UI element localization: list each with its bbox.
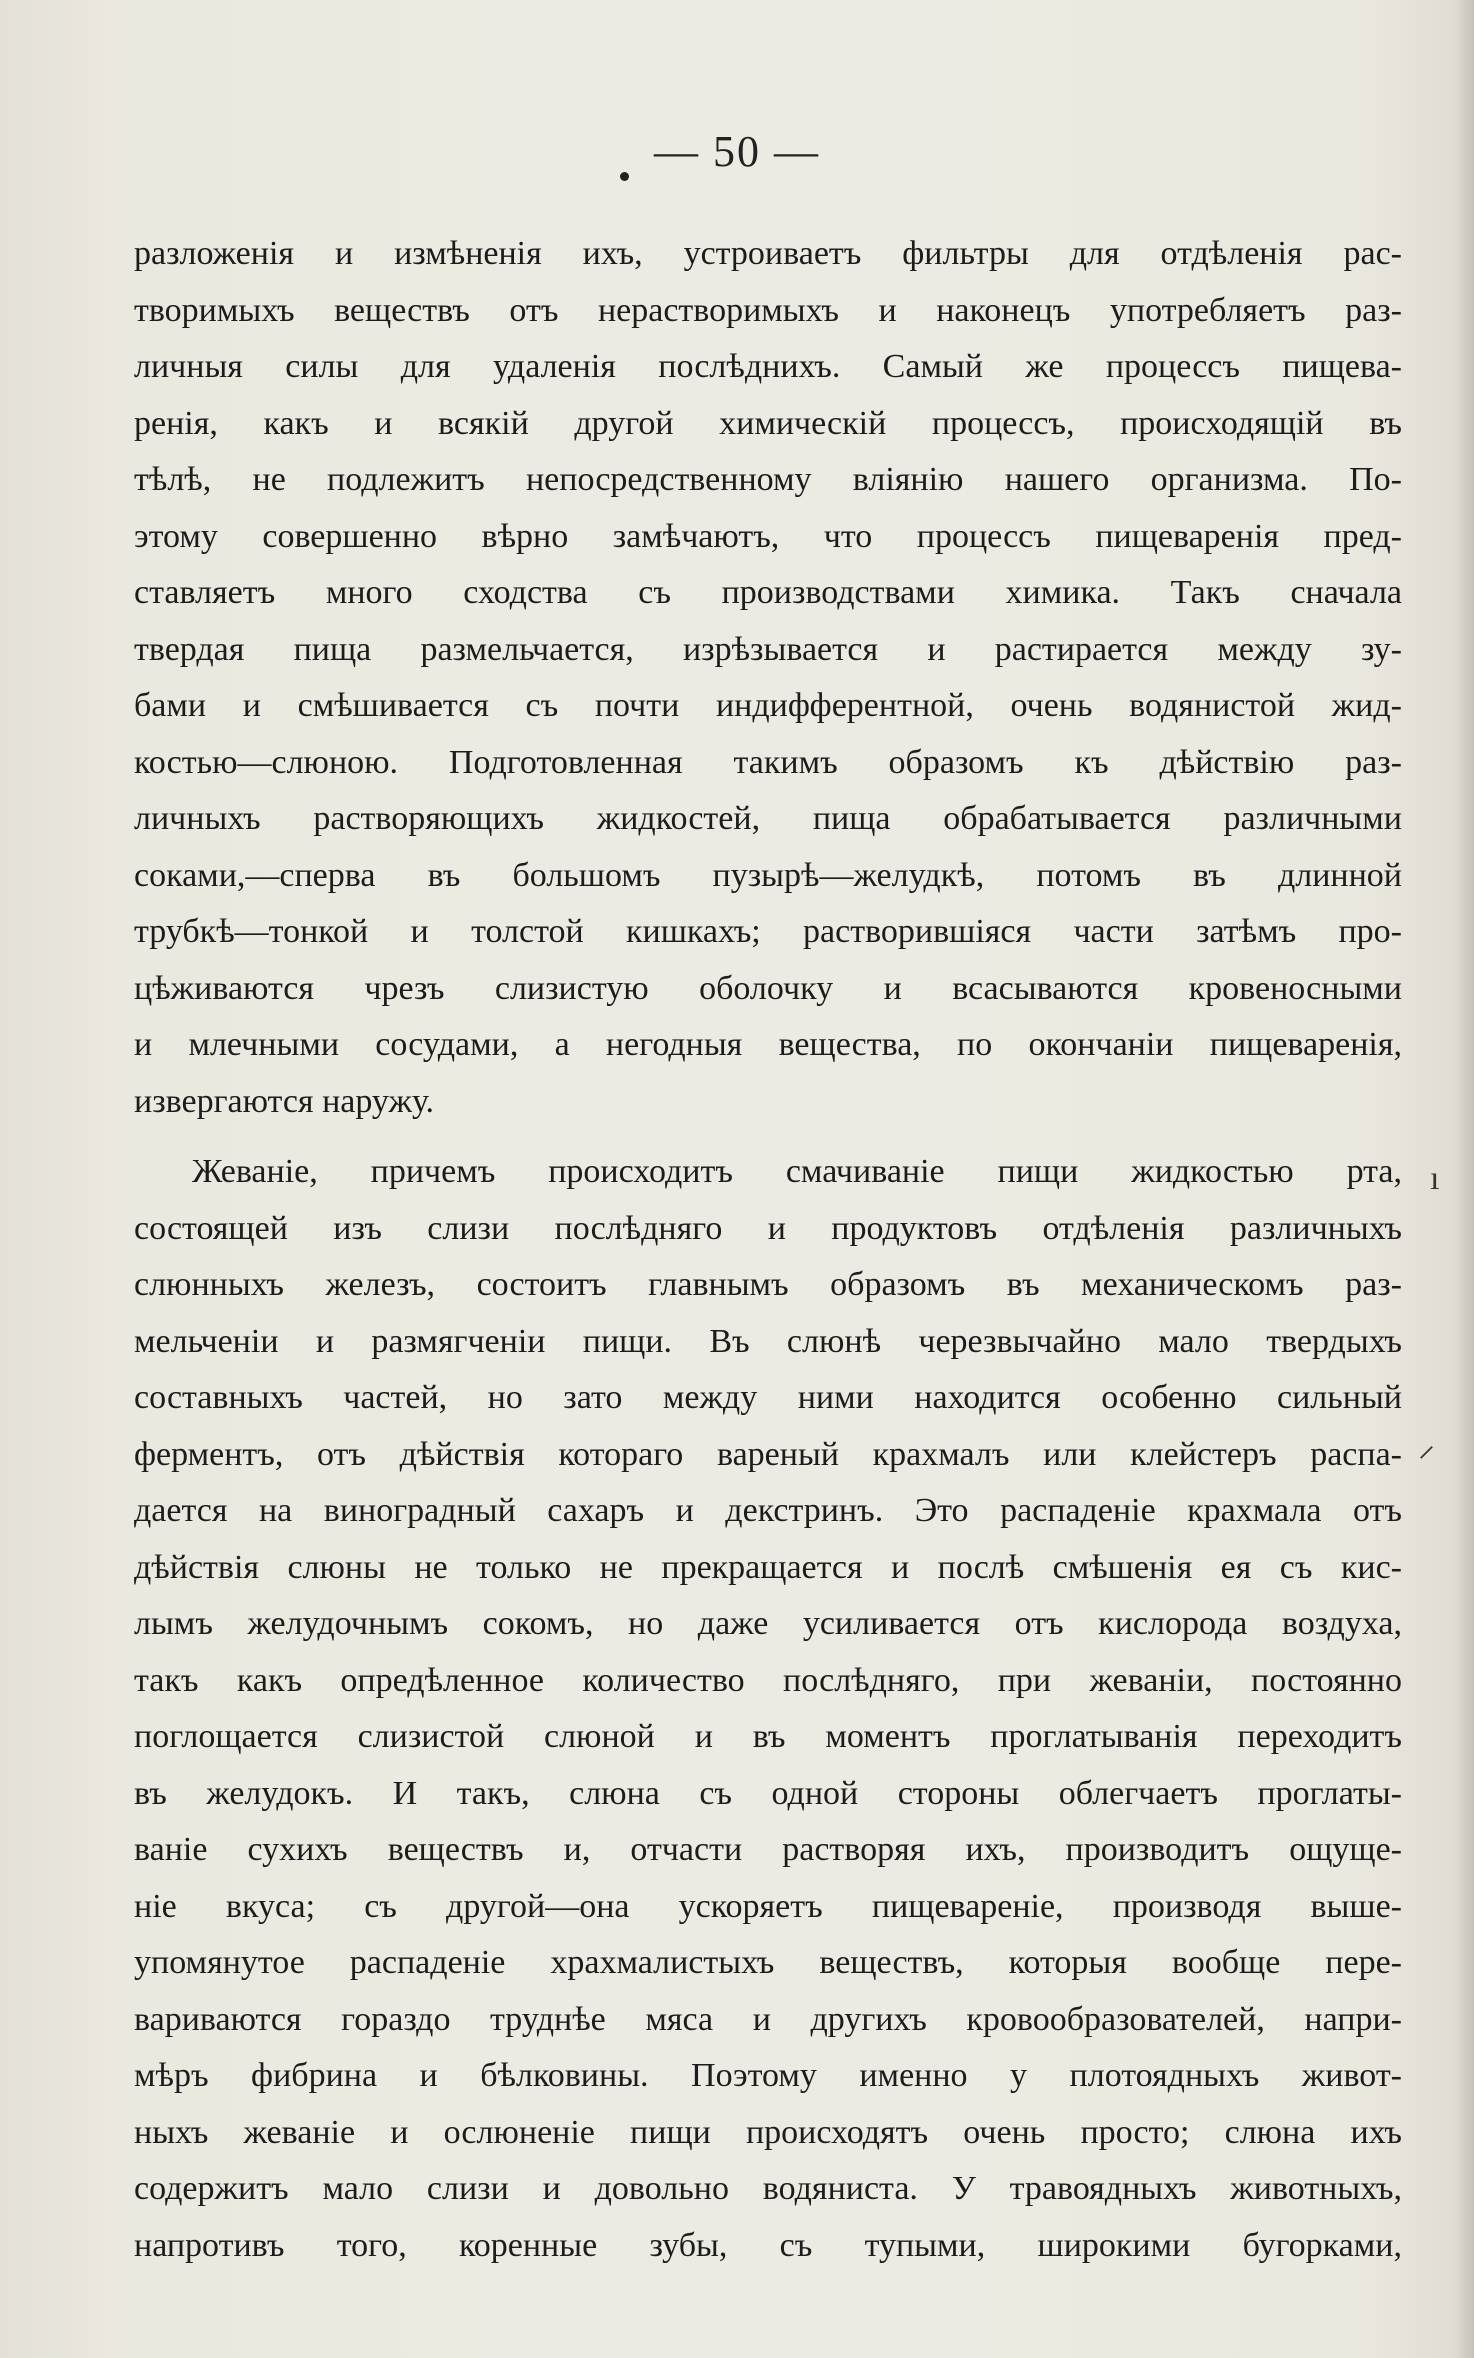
paragraph-1 (134, 226, 1402, 1130)
text-line: костью—слюною. Подготовленная такимъ образомъ къ дѣйствію раз- (134, 743, 1402, 781)
text-line: творимыхъ веществъ отъ нерастворимыхъ и наконецъ употребляетъ раз- (134, 291, 1402, 329)
text-line: слюнныхъ железъ, состоитъ главнымъ образомъ въ механическомъ раз- (134, 1266, 1402, 1303)
text-line: личныхъ растворяющихъ жидкостей, пища обрабатывается различными (134, 800, 1402, 837)
text-line: поглощается слизистой слюной и въ моментъ проглатыванія переходитъ (134, 1718, 1402, 1755)
text-line: вариваются гораздо труднѣе мяса и другихъ кровообразователей, напри- (134, 2000, 1402, 2038)
text-line: бами и смѣшивается съ почти индифферентной, очень водянистой жид- (134, 687, 1402, 724)
text-line: упомянутое распаденіе храхмалистыхъ веществъ, которыя вообще пере- (134, 1944, 1402, 1981)
text-line: личныя силы для удаленія послѣднихъ. Самый же процессъ пищева- (134, 348, 1402, 385)
margin-pencil-mark: ı (1430, 1160, 1440, 1197)
text-line: дѣйствія слюны не только не прекращается и послѣ смѣшенія ея съ кис- (134, 1548, 1402, 1586)
text-line: извергаются наружу. (134, 1082, 435, 1120)
text-line: ваніе сухихъ веществъ и, отчасти растворяя ихъ, производитъ ощуще- (134, 1831, 1402, 1868)
text-line: дается на виноградный сахаръ и декстринъ. Это распаденіе крахмала отъ (134, 1492, 1402, 1529)
text-line: Жеваніе, причемъ происходитъ смачиваніе пищи жидкостью рта, (192, 1153, 1402, 1190)
text-line: такъ какъ опредѣленное количество послѣдняго, при жеваніи, постоянно (134, 1661, 1402, 1699)
text-line: въ желудокъ. И такъ, слюна съ одной стороны облегчаетъ проглаты- (134, 1774, 1402, 1812)
text-line: соками,—сперва въ большомъ пузырѣ—желудкѣ, потомъ въ длинной (134, 856, 1402, 894)
body-text (134, 226, 1402, 2274)
paragraph-spacer (134, 1130, 1402, 1144)
text-line: и млечными сосудами, а негодныя вещества, по окончаніи пищеваренія, (134, 1026, 1402, 1063)
text-line: твердая пища размельчается, изрѣзывается и растирается между зу- (134, 630, 1402, 668)
text-line: лымъ желудочнымъ сокомъ, но даже усиливается отъ кислорода воздуха, (134, 1605, 1402, 1642)
text-line: содержитъ мало слизи и довольно водяниста. У травоядныхъ животныхъ, (134, 2170, 1402, 2207)
text-line: напротивъ того, коренные зубы, съ тупыми, широкими бугорками, (134, 2226, 1402, 2264)
text-line: ставляетъ много сходства съ производствами химика. Такъ сначала (134, 574, 1402, 611)
text-line: этому совершенно вѣрно замѣчаютъ, что процессъ пищеваренія пред- (134, 517, 1402, 555)
text-line: ніе вкуса; съ другой—она ускоряетъ пищевареніе, производя выше- (134, 1887, 1402, 1925)
page-edge-shadow (1454, 0, 1474, 2358)
text-line: цѣживаются чрезъ слизистую оболочку и всасываются кровеносными (134, 969, 1402, 1007)
text-line: трубкѣ—тонкой и толстой кишкахъ; растворившіяся части затѣмъ про- (134, 913, 1402, 950)
text-line: мельченіи и размягченіи пищи. Въ слюнѣ черезвычайно мало твердыхъ (134, 1322, 1402, 1360)
margin-pencil-mark: ⸝ (1418, 1427, 1435, 1464)
text-line: ренія, какъ и всякій другой химическій процессъ, происходящій въ (134, 404, 1402, 442)
text-line: ферментъ, отъ дѣйствія котораго вареный крахмалъ или клейстеръ распа- (134, 1435, 1402, 1473)
ink-speck (620, 172, 629, 181)
text-line: составныхъ частей, но зато между ними находится особенно сильный (134, 1379, 1402, 1416)
text-line: состоящей изъ слизи послѣдняго и продуктовъ отдѣленія различныхъ (134, 1209, 1402, 1247)
paragraph-2 (134, 1144, 1402, 2274)
text-line: ныхъ жеваніе и ослюненіе пищи происходятъ очень просто; слюна ихъ (134, 2113, 1402, 2151)
page-number: — 50 — (654, 127, 820, 176)
text-line: тѣлѣ, не подлежитъ непосредственному вліянію нашего организма. По- (134, 461, 1402, 498)
text-line: разложенія и измѣненія ихъ, устроиваетъ фильтры для отдѣленія рас- (134, 235, 1402, 272)
text-line: мѣръ фибрина и бѣлковины. Поэтому именно у плотоядныхъ живот- (134, 2057, 1402, 2094)
